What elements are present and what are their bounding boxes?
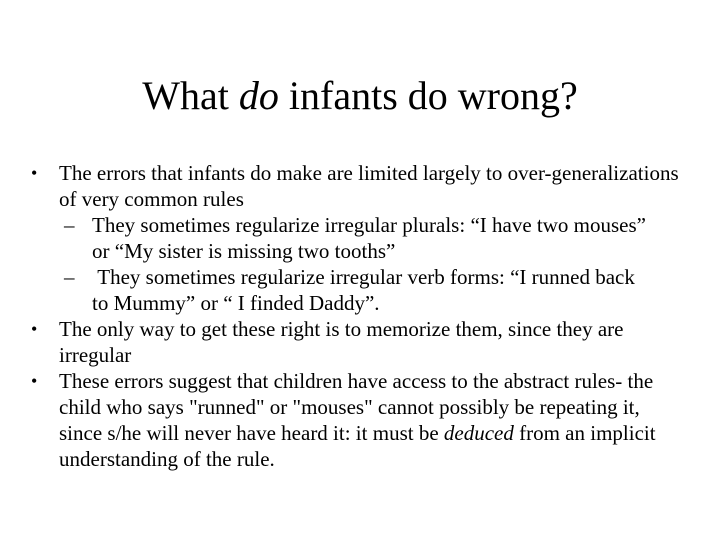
bullet-text: The errors that infants do make are limited largely to over-generalizations of very common rules — [59, 161, 679, 211]
sub-bullet-marker: – — [64, 213, 75, 237]
bullet-marker: • — [31, 371, 38, 391]
bullet-marker: • — [31, 319, 38, 339]
sub-bullet-item-2 — [64, 264, 650, 316]
bullet-item-1 — [31, 160, 679, 212]
bullet-text — [59, 368, 679, 472]
bullet-item-3 — [31, 368, 679, 472]
title-text-start: What — [142, 73, 239, 118]
title-emphasis: do — [238, 73, 279, 118]
slide-body — [0, 160, 720, 472]
bullet-text-end: from an implicit understanding of the rule. — [59, 421, 656, 471]
bullet-text-start: These errors suggest that children have access to the abstract rules- the child who says "runned" or "mouses" cannot possibly be repeating it, since s/he will never have heard it: it must be — [59, 369, 654, 445]
slide-title — [0, 68, 720, 124]
title-text-end: infants do wrong? — [278, 73, 578, 118]
sub-bullet-text: They sometimes regularize irregular verb forms: “I runned back to Mummy” or “ I finded Daddy”. — [92, 265, 641, 315]
bullet-emphasis: deduced — [443, 421, 514, 445]
bullet-text: The only way to get these right is to memorize them, since they are irregular — [59, 317, 624, 367]
bullet-item-2 — [31, 316, 679, 368]
sub-bullet-text: They sometimes regularize irregular plurals: “I have two mouses” or “My sister is missing two tooths” — [92, 213, 646, 263]
sub-bullet-marker: – — [64, 265, 75, 289]
sub-bullet-item-1 — [64, 212, 650, 264]
bullet-marker: • — [31, 163, 38, 183]
